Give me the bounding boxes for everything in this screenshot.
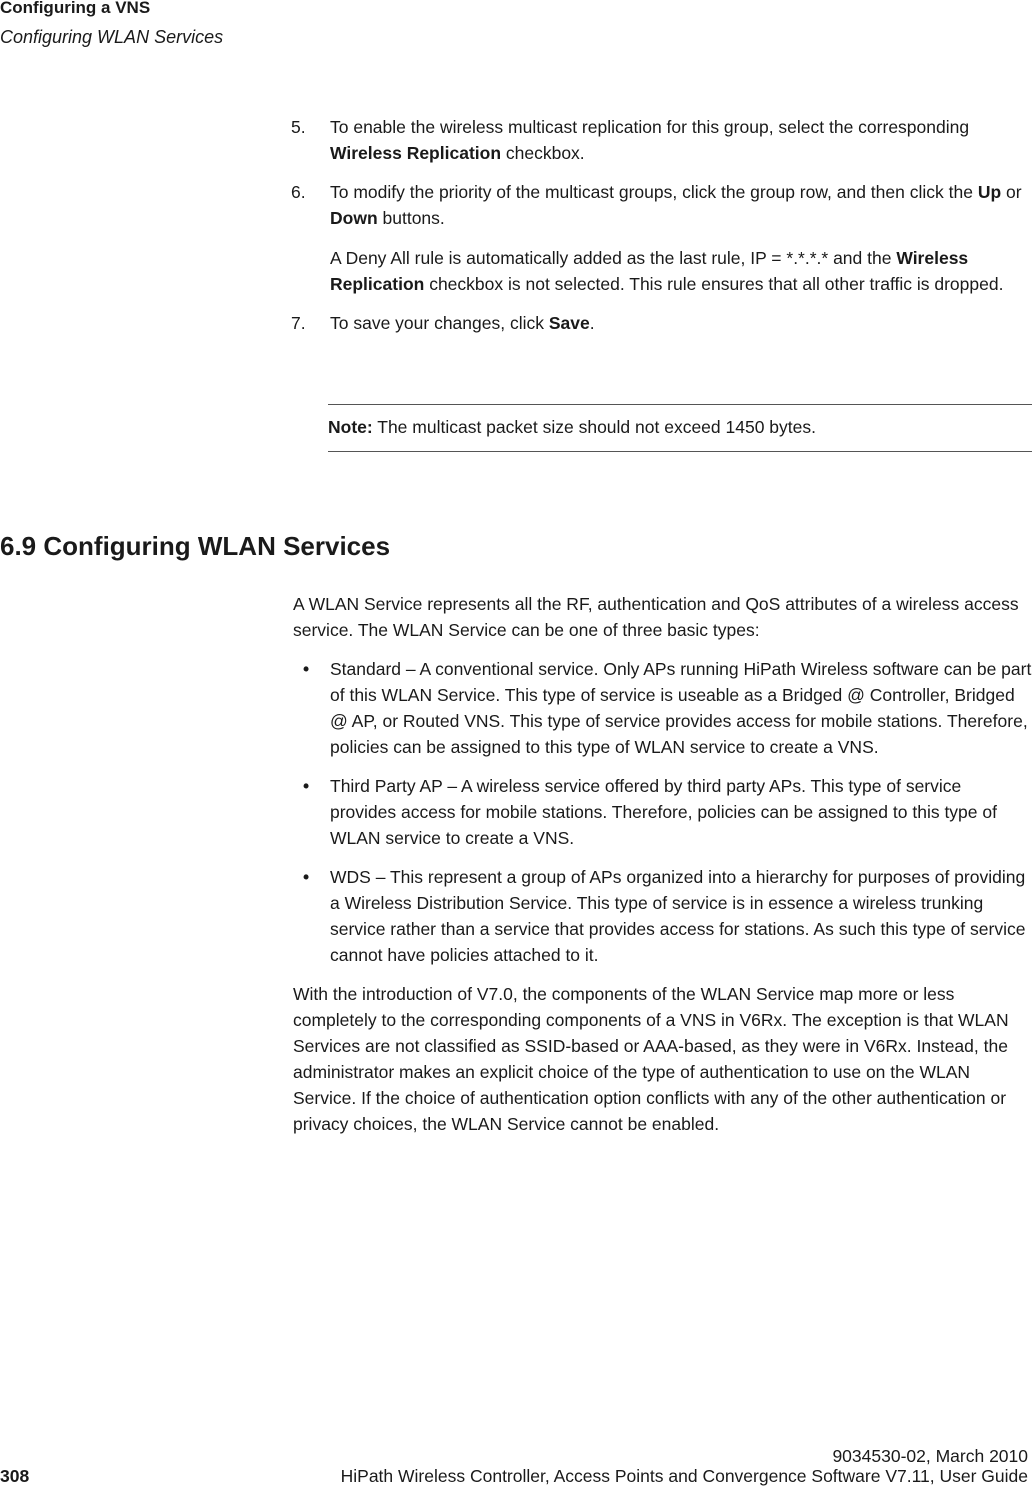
step-text: buttons.: [377, 208, 445, 228]
detail-text: checkbox is not selected. This rule ensures that all other traffic is dropped.: [424, 274, 1004, 294]
step-number: 5.: [291, 117, 306, 137]
section-heading: 6.9 Configuring WLAN Services: [0, 531, 391, 561]
closing-paragraph: With the introduction of V7.0, the components of the WLAN Service map more or less completely to the corresponding components of a VNS in V6Rx. The exception is that WLAN Services are not classified as SSID-based or AAA-based, as they were in V6Rx. Instead, the administrator makes an explicit choice of the type of authentication to use on the WLAN Service. If the choice of authentication option conflicts with any of the other authentication or privacy choices, the WLAN Service cannot be enabled.: [293, 984, 1009, 1134]
footer-doc-ref: 9034530-02, March 2010: [832, 1446, 1028, 1466]
ui-term-save: Save: [548, 313, 590, 333]
note-label: Note:: [328, 417, 373, 437]
ui-term-wireless-replication: Wireless Replication: [330, 248, 969, 294]
step-number: 6.: [291, 182, 306, 202]
bullet-standard: [293, 656, 1032, 760]
section-body: [293, 591, 1032, 1150]
bullet-marker: •: [303, 659, 310, 679]
bullet-third-party-ap: [293, 773, 1032, 851]
bullet-wds: [293, 864, 1032, 968]
bullet-text: WDS – This represent a group of APs organized into a hierarchy for purposes of providing a Wireless Distribution Service. This type of service is in essence a wireless trunking service rather than a service that provides access for stations. As such this type of service cannot have policies attached to it.: [330, 867, 1026, 965]
step-text: To save your changes, click: [330, 313, 549, 333]
bullet-marker: •: [303, 867, 310, 887]
step-number: 7.: [291, 313, 306, 333]
step-text: or: [1001, 182, 1022, 202]
ui-term-down: Down: [330, 208, 378, 228]
step-6-detail: [330, 245, 1031, 297]
intro-paragraph: A WLAN Service represents all the RF, authentication and QoS attributes of a wireless access service. The WLAN Service can be one of three basic types:: [293, 594, 1019, 640]
footer-page-number: 308: [0, 1466, 30, 1486]
step-text: .: [589, 313, 595, 333]
ui-term-wireless-replication: Wireless Replication: [330, 143, 502, 163]
bullet-text: Third Party AP – A wireless service offered by third party APs. This type of service provides access for mobile stations. Therefore, policies can be assigned to this type of WLAN service to create a VNS.: [330, 776, 997, 848]
procedure-steps: [291, 114, 1031, 349]
step-7: [291, 310, 1031, 336]
step-5: [291, 114, 1031, 166]
running-header-section: Configuring WLAN Services: [0, 27, 224, 47]
running-header-chapter: Configuring a VNS: [0, 0, 151, 17]
step-6: [291, 179, 1031, 297]
step-text: checkbox.: [501, 143, 585, 163]
bullet-marker: •: [303, 776, 310, 796]
step-text: To modify the priority of the multicast groups, click the group row, and then click the: [330, 182, 978, 202]
bullet-text: Standard – A conventional service. Only APs running HiPath Wireless software can be part of this WLAN Service. This type of service is useable as a Bridged @ Controller, Bridged @ AP, or Routed VNS. This type of service provides access for mobile stations. Therefore, policies can be assigned to this type of WLAN service to create a VNS.: [330, 659, 1032, 757]
ui-term-up: Up: [977, 182, 1002, 202]
step-text: To enable the wireless multicast replication for this group, select the corresponding: [330, 117, 970, 137]
detail-text: A Deny All rule is automatically added as the last rule, IP = *.*.*.* and the: [330, 248, 897, 268]
note-box: [328, 404, 1032, 452]
note-text: The multicast packet size should not exceed 1450 bytes.: [372, 417, 816, 437]
footer-doc-title: HiPath Wireless Controller, Access Points and Convergence Software V7.11, User Guide: [340, 1466, 1028, 1486]
